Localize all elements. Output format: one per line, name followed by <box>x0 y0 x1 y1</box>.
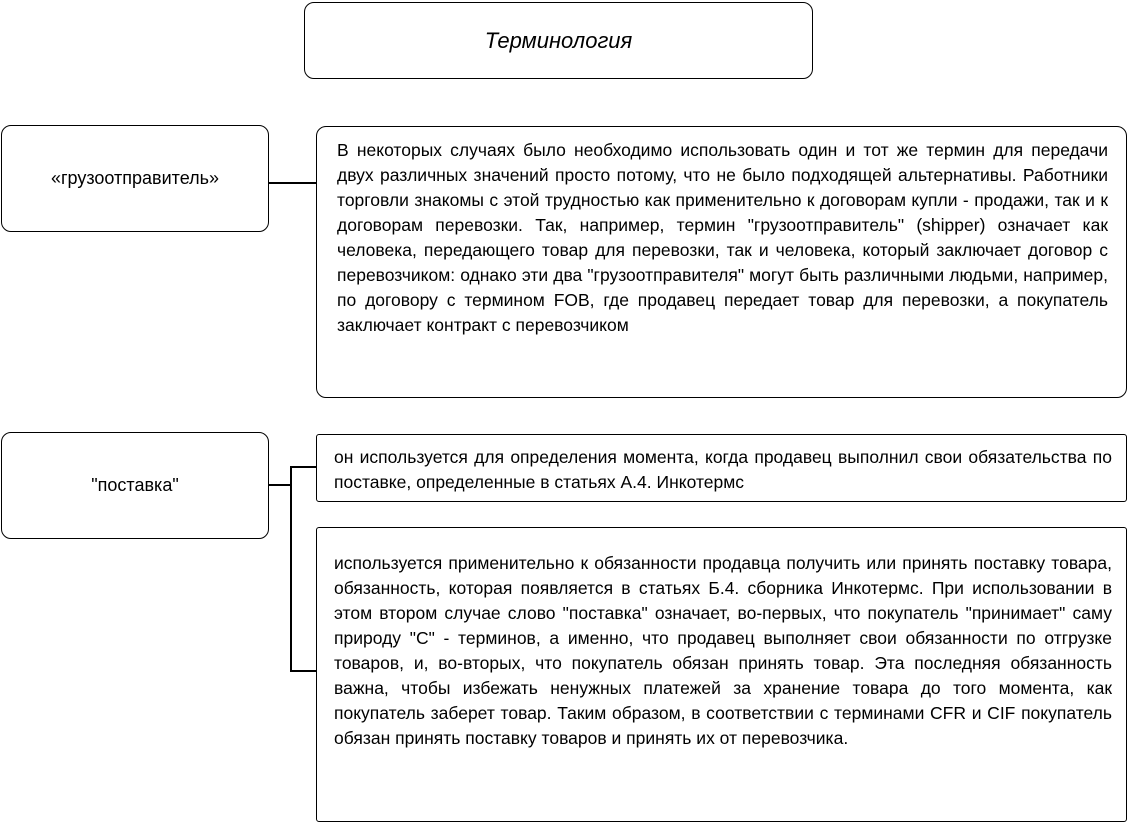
term-label-shipper: «грузоотправитель» <box>50 168 220 188</box>
definition-box-delivery-2 <box>316 527 1127 822</box>
connector-delivery-branch-1 <box>290 466 316 468</box>
definition-box-shipper <box>316 126 1127 398</box>
definition-box-delivery-1 <box>316 434 1127 502</box>
connector-shipper <box>269 182 316 184</box>
definition-text-shipper: В некоторых случаях было необходимо использовать один и тот же термин для передачи двух различных значений просто потому, что не было подходящей альтернативы. Работники торговли знакомы с этой трудностью как применительно к договорам купли - продажи, так и к договорам перевозки. Так, например, термин "грузоотправитель" (shipper) означает как человека, передающего товар для перевозки, так и человека, который заключает договор с перевозчиком: однако эти два "грузоотправителя" могут быть различными людьми, например, по договору с термином FOB, где продавец передает товар для перевозки, а покупатель заключает контракт с перевозчиком <box>337 140 1108 335</box>
title-box <box>304 2 813 79</box>
connector-delivery-branch-2 <box>290 670 316 672</box>
connector-delivery-stem <box>269 484 291 486</box>
definition-text-delivery-1: он используется для определения момента, когда продавец выполнил свои обязательства по поставке, определенные в статьях А.4. Инкотермс <box>334 447 1112 492</box>
diagram-title: Терминология <box>484 27 633 53</box>
term-box-delivery <box>1 432 269 539</box>
term-box-shipper <box>1 125 269 232</box>
connector-delivery-vertical <box>290 466 292 671</box>
definition-text-delivery-2: используется применительно к обязанности продавца получить или принять поставку товара, обязанность, которая появляется в статьях Б.4. сборника Инкотермс. При использовании в этом втором случае слово "поставка" означает, во-первых, что покупатель "принимает" саму природу "C" - терминов, а именно, что продавец выполняет свои обязанности по отгрузке товаров, и, во-вторых, что покупатель обязан принять товар. Эта последняя обязанность важна, чтобы избежать ненужных платежей за хранение товара до того момента, как покупатель заберет товар. Таким образом, в соответствии с терминами CFR и CIF покупатель обязан принять поставку товаров и принять их от перевозчика. <box>334 553 1112 748</box>
term-label-delivery: "поставка" <box>91 475 179 495</box>
